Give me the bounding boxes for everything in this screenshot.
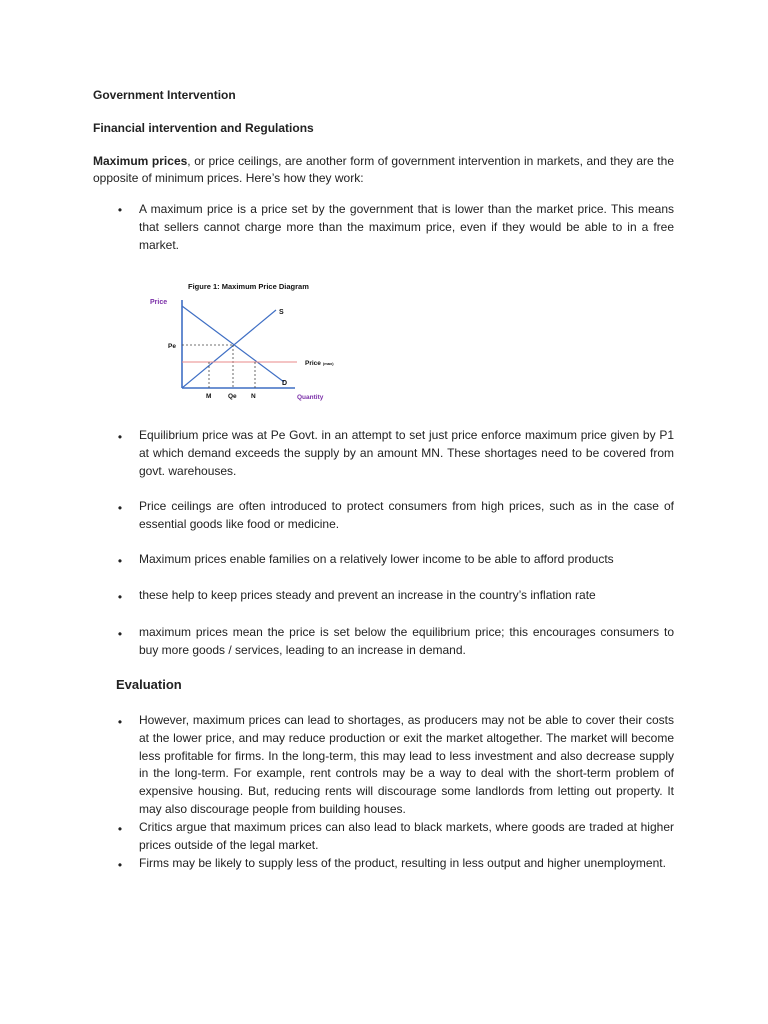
bullet-text-1: A maximum price is a price set by the government that is lower than the market price. This means that sellers cannot charge more than the maximum price, even if they would be able to in a free market. (139, 202, 674, 252)
max-price-diagram (145, 277, 345, 405)
bullet-text-5: these help to keep prices steady and prevent an increase in the country’s inflation rate (139, 588, 596, 602)
eval-bullet-text-3: Firms may be likely to supply less of the product, resulting in less output and higher unemployment. (139, 856, 666, 870)
intro-bold-term: Maximum prices (93, 154, 188, 168)
max-price-label-main: Price (305, 360, 321, 367)
supply-label: S (279, 309, 284, 316)
max-price-label-sub: (max) (322, 361, 334, 366)
supply-curve (182, 310, 276, 388)
bullet-marker: • (117, 627, 123, 641)
bullet-marker: • (117, 822, 123, 836)
max-price-diagram-svg (145, 277, 345, 405)
bullet-marker: • (117, 554, 123, 568)
bullet-marker: • (117, 501, 123, 515)
bullet-text-3: Price ceilings are often introduced to protect consumers from high prices, such as in the case of essential goods like food or medicine. (139, 499, 674, 531)
bullet-text-4: Maximum prices enable families on a relatively lower income to be able to afford products (139, 552, 614, 566)
intro-text: , or price ceilings, are another form of government intervention in markets, and they are the opposite of minimum prices. Here’s how they work: (93, 154, 674, 185)
bullet-marker: • (117, 590, 123, 604)
demand-label: D (282, 380, 288, 387)
intro-paragraph (93, 153, 674, 187)
eval-bullet-text-1: However, maximum prices can lead to shortages, as producers may not be able to cover their costs at the lower price, and may reduce production or exit the market altogether. The market will become less profitable for firms. In the long-term, this may lead to less investment and also decrease supply in the long-term. For example, rent controls may be a way to deal with the short-term problem of expensive housing. But, reducing rents will discourage some landlords from letting out property. It may also discourage people from building houses. (139, 713, 674, 816)
bullet-marker: • (117, 430, 123, 444)
bullet-marker: • (117, 715, 123, 729)
section-subtitle: Financial intervention and Regulations (93, 121, 314, 135)
eval-bullet-text-2: Critics argue that maximum prices can also lead to black markets, where goods are traded at higher prices outside of the legal market. (139, 820, 674, 852)
bullet-marker: • (117, 203, 123, 217)
bullet-text-6: maximum prices mean the price is set below the equilibrium price; this encourages consumers to buy more goods / services, leading to an increase in demand. (139, 625, 674, 657)
evaluation-heading: Evaluation (116, 677, 182, 692)
n-label: N (251, 393, 256, 400)
pe-label: Pe (168, 343, 176, 350)
document-title: Government Intervention (93, 88, 236, 102)
max-price-label (305, 360, 334, 367)
qe-label: Qe (228, 393, 237, 400)
y-axis-label: Price (150, 299, 168, 306)
bullet-marker: • (117, 858, 123, 872)
bullet-text-2: Equilibrium price was at Pe Govt. in an attempt to set just price enforce maximum price given by P1 at which demand exceeds the supply by an amount MN. These shortages need to be covered from govt. warehouses. (139, 428, 674, 478)
figure-title: Figure 1: Maximum Price Diagram (188, 282, 309, 291)
m-label: M (206, 393, 212, 400)
x-axis-label: Quantity (297, 394, 324, 401)
